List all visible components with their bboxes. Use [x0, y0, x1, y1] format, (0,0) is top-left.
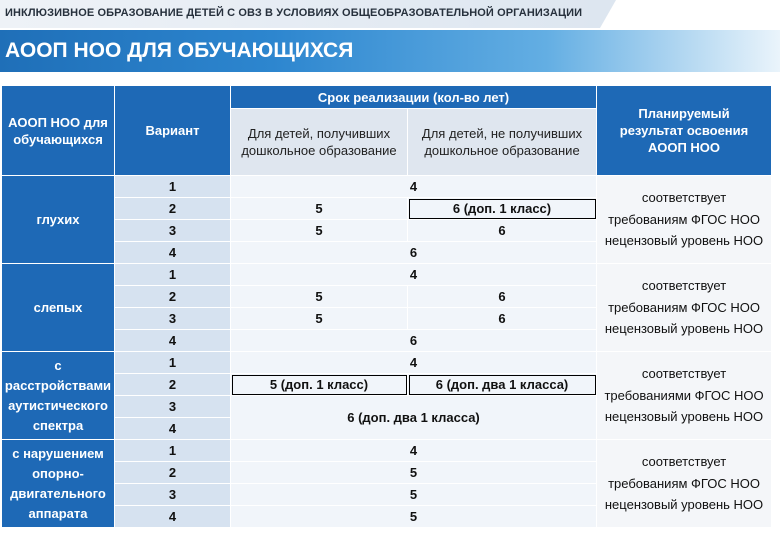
variant-cell: 1 — [115, 440, 231, 462]
variant-cell: 4 — [115, 418, 231, 440]
table-row — [2, 264, 772, 286]
table-row — [2, 176, 772, 198]
variant-cell: 3 — [115, 396, 231, 418]
duration-without-preschool: 6 (доп. 1 класс) — [408, 198, 597, 220]
result-line: требованиям ФГОС НОО — [608, 211, 760, 227]
result-line: соответствует — [641, 454, 727, 470]
duration-merged: 5 — [231, 484, 597, 506]
variant-cell: 1 — [115, 264, 231, 286]
header-category: АООП НОО для обучающихся — [2, 86, 115, 176]
result-line: требованиям ФГОС НОО — [608, 299, 760, 315]
table-row — [2, 440, 772, 462]
result-line: нецензовый уровень НОО — [604, 497, 764, 513]
header-duration: Срок реализации (кол-во лет) — [231, 86, 597, 109]
variant-cell: 1 — [115, 352, 231, 374]
result-line: соответствует — [641, 278, 727, 294]
aoop-table — [1, 85, 772, 528]
header-row-1 — [2, 86, 772, 109]
result-line: соответствует — [641, 366, 727, 382]
result-line: соответствует — [641, 190, 727, 206]
variant-cell: 3 — [115, 220, 231, 242]
header-with-preschool: Для детей, получивших дошкольное образование — [231, 109, 408, 176]
duration-with-preschool: 5 — [231, 220, 408, 242]
duration-without-preschool: 6 (доп. два 1 класса) — [408, 374, 597, 396]
duration-merged: 6 (доп. два 1 класса) — [231, 396, 597, 440]
variant-cell: 2 — [115, 286, 231, 308]
category-musculoskeletal: с нарушением опорно-двигательного аппарата — [2, 440, 115, 528]
category-autism: с расстройствами аутистического спектра — [2, 352, 115, 440]
header-variant: Вариант — [115, 86, 231, 176]
variant-cell: 1 — [115, 176, 231, 198]
variant-cell: 4 — [115, 506, 231, 528]
duration-merged: 5 — [231, 462, 597, 484]
duration-with-preschool: 5 (доп. 1 класс) — [231, 374, 408, 396]
variant-cell: 2 — [115, 462, 231, 484]
duration-merged: 4 — [231, 176, 597, 198]
duration-merged: 6 — [231, 242, 597, 264]
result-line: нецензовый уровень НОО — [604, 321, 764, 337]
duration-merged: 5 — [231, 506, 597, 528]
category-deaf: глухих — [2, 176, 115, 264]
result-line: требованиями ФГОС НОО — [604, 387, 764, 403]
result-cell — [597, 352, 772, 440]
category-blind: слепых — [2, 264, 115, 352]
duration-merged: 4 — [231, 440, 597, 462]
page-subtitle: ИНКЛЮЗИВНОЕ ОБРАЗОВАНИЕ ДЕТЕЙ С ОВЗ В УСЛОВИЯХ ОБЩЕОБРАЗОВАТЕЛЬНОЙ ОРГАНИЗАЦИИ — [5, 7, 583, 19]
result-line: нецензовый уровень НОО — [604, 409, 764, 425]
variant-cell: 3 — [115, 484, 231, 506]
variant-cell: 4 — [115, 242, 231, 264]
duration-with-preschool: 5 — [231, 308, 408, 330]
variant-cell: 2 — [115, 374, 231, 396]
header-result: Планируемый результат освоения АООП НОО — [597, 86, 772, 176]
variant-cell: 3 — [115, 308, 231, 330]
duration-with-preschool: 5 — [231, 286, 408, 308]
header-without-preschool: Для детей, не получивших дошкольное образование — [408, 109, 597, 176]
result-line: требованиям ФГОС НОО — [608, 475, 760, 491]
result-cell — [597, 264, 772, 352]
result-line: нецензовый уровень НОО — [604, 233, 764, 249]
duration-merged: 4 — [231, 352, 597, 374]
duration-merged: 4 — [231, 264, 597, 286]
result-cell — [597, 440, 772, 528]
duration-without-preschool: 6 — [408, 220, 597, 242]
duration-merged: 6 — [231, 330, 597, 352]
variant-cell: 2 — [115, 198, 231, 220]
result-cell — [597, 176, 772, 264]
variant-cell: 4 — [115, 330, 231, 352]
duration-without-preschool: 6 — [408, 308, 597, 330]
table-row — [2, 352, 772, 374]
page-title: АООП НОО ДЛЯ ОБУЧАЮЩИХСЯ — [5, 39, 354, 62]
duration-without-preschool: 6 — [408, 286, 597, 308]
duration-with-preschool: 5 — [231, 198, 408, 220]
